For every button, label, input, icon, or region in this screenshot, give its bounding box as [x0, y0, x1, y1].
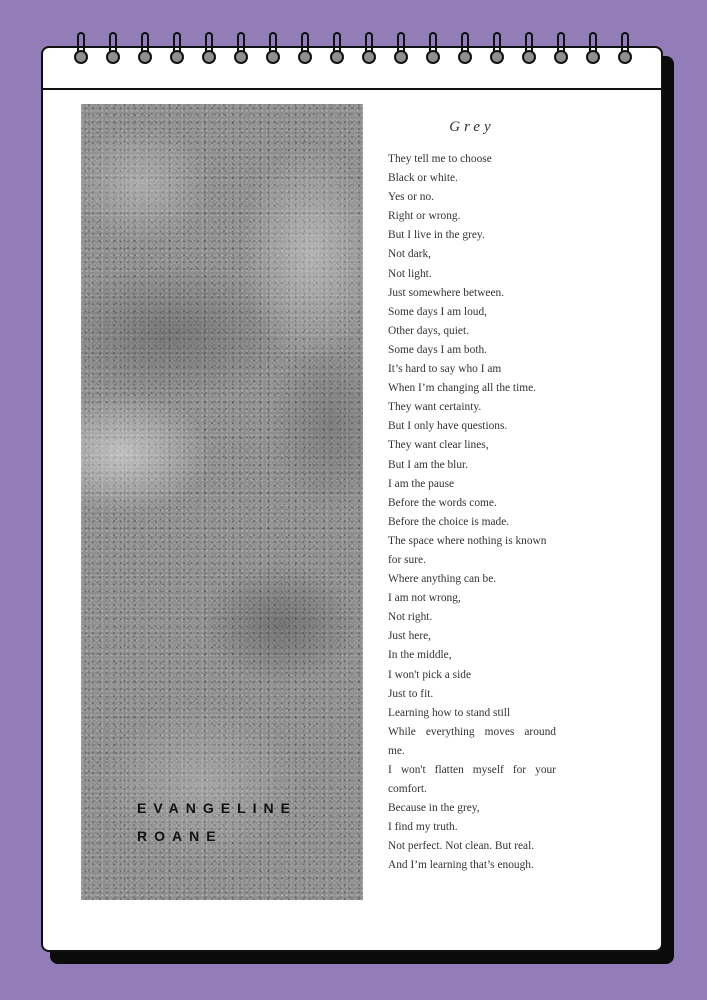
spiral-ring — [522, 32, 536, 72]
poem-line: They tell me to choose — [388, 153, 492, 165]
poem-line: me. — [388, 744, 405, 757]
spiral-ring — [170, 32, 184, 72]
binding-divider — [43, 88, 661, 90]
poem-line: Because in the grey, — [388, 802, 480, 815]
spiral-ring — [106, 32, 120, 72]
poem-line: I am not wrong, — [388, 592, 461, 605]
poem-line: Before the words come. — [388, 496, 497, 509]
author-last-name: ROANE — [137, 828, 223, 844]
spiral-ring — [362, 32, 376, 72]
poem-line: Where anything can be. — [388, 573, 497, 586]
poem-line: In the middle, — [388, 649, 452, 662]
spiral-ring — [586, 32, 600, 72]
spiral-ring — [490, 32, 504, 72]
poem-line: While everything moves around — [388, 725, 556, 738]
poem — [388, 116, 556, 876]
spiral-ring — [394, 32, 408, 72]
notebook-page — [41, 46, 663, 952]
poem-line: When I’m changing all the time. — [388, 382, 537, 395]
poem-line: Yes or no. — [388, 191, 434, 204]
poem-body — [388, 150, 556, 876]
spiral-ring — [266, 32, 280, 72]
poem-line: I won't flatten myself for your — [388, 764, 556, 776]
poem-line: Just somewhere between. — [388, 286, 505, 299]
poem-line: The space where nothing is known — [388, 534, 547, 547]
spiral-ring — [202, 32, 216, 72]
spiral-binding — [43, 48, 661, 88]
stone-texture-image — [81, 104, 363, 900]
poem-line: Before the choice is made. — [388, 515, 510, 528]
poem-line: I won't pick a side — [388, 668, 472, 681]
poem-line: Black or white. — [388, 172, 458, 185]
poem-line: But I only have questions. — [388, 420, 508, 433]
author-name — [137, 794, 297, 850]
author-first-name: EVANGELINE — [137, 800, 297, 816]
poem-line: I find my truth. — [388, 821, 458, 834]
poem-line: But I live in the grey. — [388, 229, 485, 242]
spiral-ring — [458, 32, 472, 72]
spiral-ring — [618, 32, 632, 72]
poem-line: Just here, — [388, 630, 432, 643]
poem-line: Not light. — [388, 267, 432, 280]
poem-line: Some days I am loud, — [388, 305, 488, 318]
poem-line: comfort. — [388, 783, 427, 796]
spiral-ring — [554, 32, 568, 72]
spiral-ring — [74, 32, 88, 72]
poem-line: But I am the blur. — [388, 458, 469, 471]
poem-line: They want clear lines, — [388, 439, 489, 452]
poem-line: Learning how to stand still — [388, 706, 511, 719]
poem-line: I am the pause — [388, 477, 455, 490]
spiral-ring — [426, 32, 440, 72]
poem-line: They want certainty. — [388, 401, 482, 414]
spiral-ring — [298, 32, 312, 72]
spiral-ring — [138, 32, 152, 72]
poem-line: Some days I am both. — [388, 343, 488, 356]
poem-title: Grey — [449, 119, 495, 135]
poem-line: It’s hard to say who I am — [388, 363, 502, 376]
poem-line: Not perfect. Not clean. But real. — [388, 840, 535, 853]
poem-line: for sure. — [388, 553, 426, 566]
poem-line: And I’m learning that’s enough. — [388, 859, 534, 872]
poem-line: Not right. — [388, 611, 433, 624]
poem-line: Right or wrong. — [388, 210, 461, 223]
spiral-ring — [330, 32, 344, 72]
poem-line: Other days, quiet. — [388, 324, 469, 337]
poem-line: Not dark, — [388, 248, 432, 261]
spiral-ring — [234, 32, 248, 72]
poem-line: Just to fit. — [388, 687, 434, 700]
